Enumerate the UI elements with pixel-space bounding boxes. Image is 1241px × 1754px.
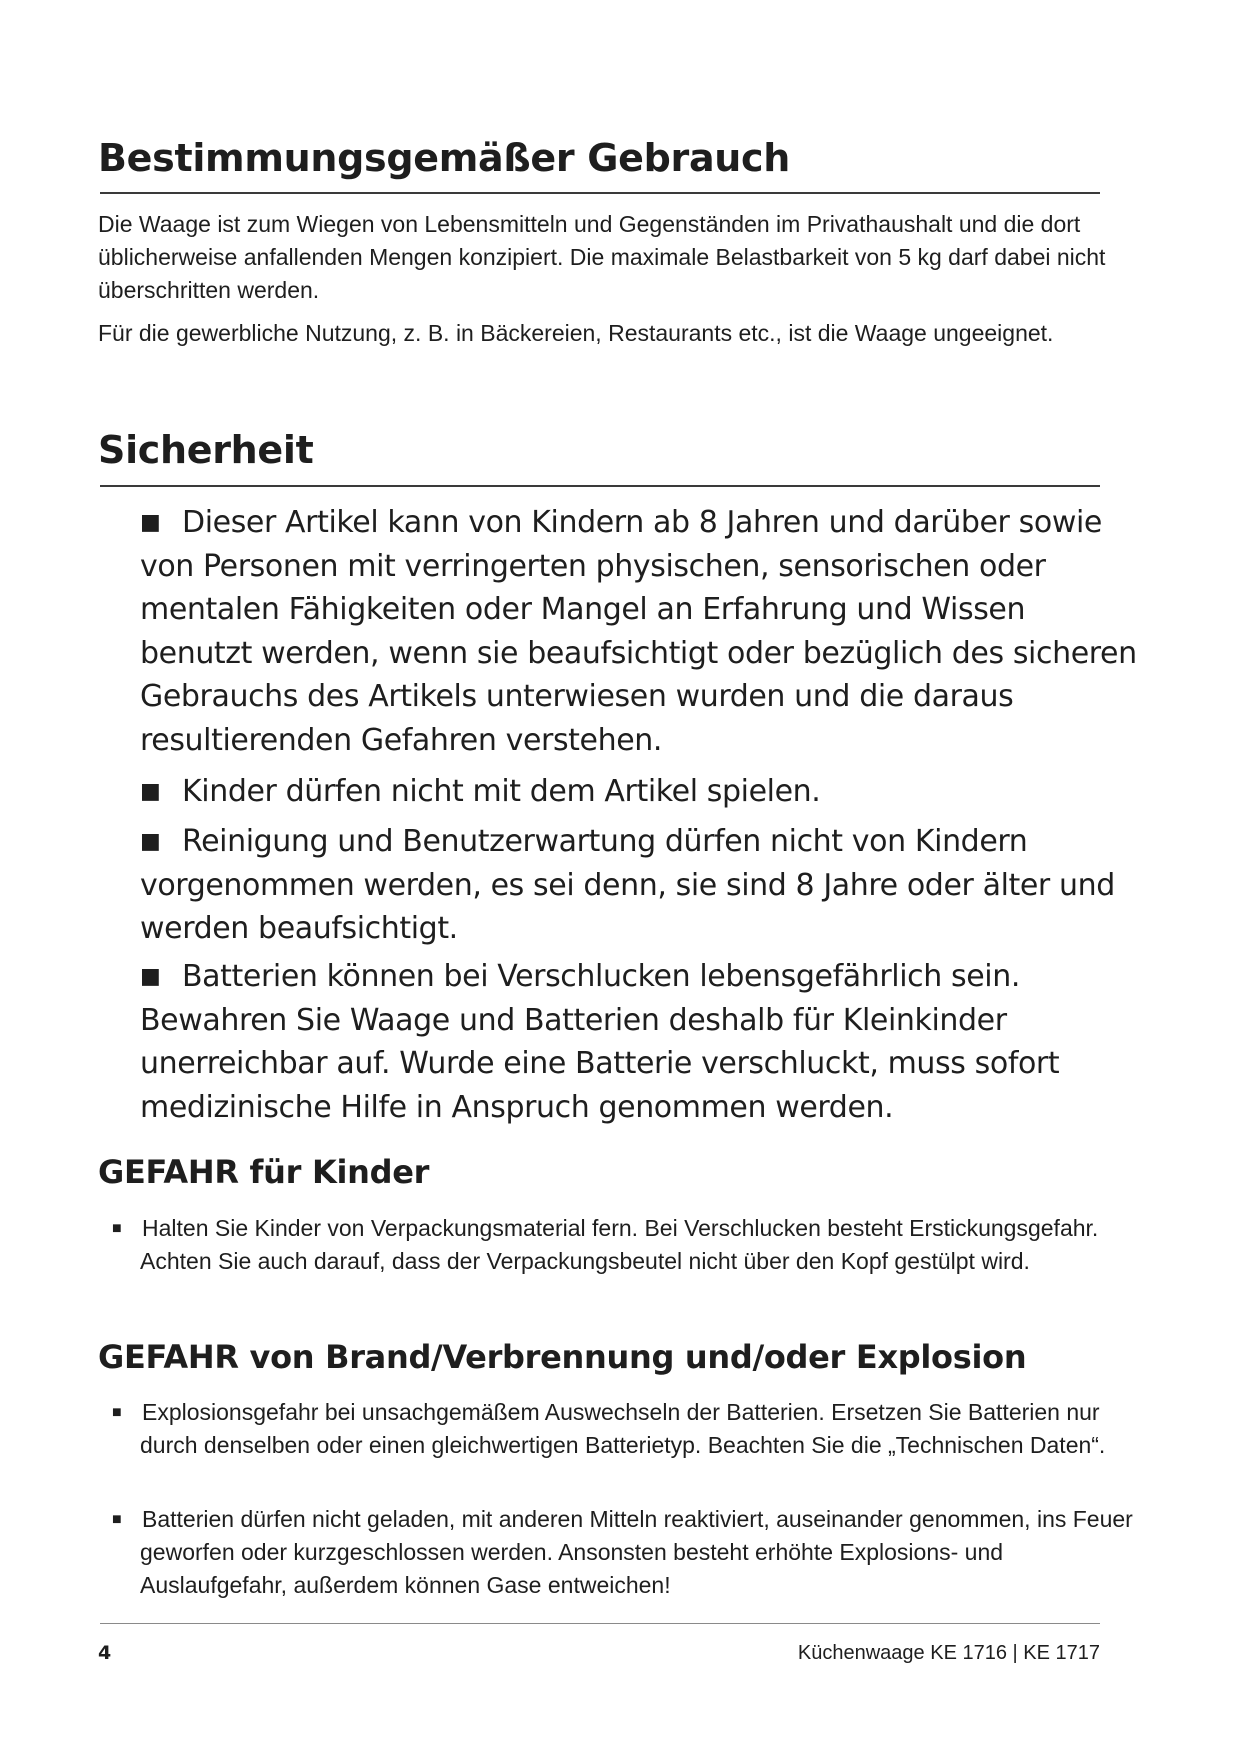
safety-item-2 <box>140 770 1140 814</box>
bullet-icon: ■ <box>140 510 161 535</box>
bullet-icon: ■ <box>140 829 161 854</box>
danger-children-item-text: Halten Sie Kinder von Verpackungsmaterial fern. Bei Verschlucken besteht Erstickungsgefahr. Achten Sie auch darauf, dass der Verpackungsbeutel nicht über den Kopf gestülpt wird. <box>140 1215 1099 1274</box>
danger-children-heading: GEFAHR für Kinder <box>98 1153 430 1191</box>
usage-paragraph-1: Die Waage ist zum Wiegen von Lebensmitteln und Gegenständen im Privathaushalt und die dort üblicherweise anfallenden Mengen konzipiert. Die maximale Belastbarkeit von 5 kg darf dabei nicht überschritten werden. <box>98 211 1106 303</box>
bullet-icon: ■ <box>112 1404 122 1421</box>
danger-children-item-1 <box>112 1212 1140 1278</box>
safety-item-3 <box>140 820 1140 951</box>
bullet-icon: ■ <box>112 1220 122 1237</box>
safety-item-text: Batterien können bei Verschlucken lebensgefährlich sein. Bewahren Sie Waage und Batterien deshalb für Kleinkinder unerreichbar auf. Wurde eine Batterie verschluckt, muss sofort medizinische Hilfe in Anspruch genommen werden. <box>140 959 1060 1125</box>
danger-fire-item-2 <box>112 1503 1140 1602</box>
safety-item-text: Reinigung und Benutzerwartung dürfen nicht von Kindern vorgenommen werden, es sei denn, sie sind 8 Jahre oder älter und werden beaufsichtigt. <box>140 824 1115 946</box>
usage-heading: Bestimmungsgemäßer Gebrauch <box>98 136 791 180</box>
usage-heading-rule <box>100 192 1100 194</box>
safety-heading-rule <box>100 485 1100 487</box>
danger-fire-item-text: Batterien dürfen nicht geladen, mit anderen Mitteln reaktiviert, auseinander genommen, ins Feuer geworfen oder kurzgeschlossen werden. Ansonsten besteht erhöhte Explosions- und Auslaufgefahr, außerdem können Gase entweichen! <box>140 1506 1133 1598</box>
bullet-icon: ■ <box>112 1511 122 1528</box>
safety-item-1 <box>140 501 1140 762</box>
danger-fire-item-text: Explosionsgefahr bei unsachgemäßem Auswechseln der Batterien. Ersetzen Sie Batterien nur durch denselben oder einen gleichwertigen Batterietyp. Beachten Sie die „Technischen Daten“. <box>140 1399 1106 1458</box>
bullet-icon: ■ <box>140 964 161 989</box>
danger-fire-item-1 <box>112 1396 1140 1462</box>
bullet-icon: ■ <box>140 779 161 804</box>
usage-paragraph-2: Für die gewerbliche Nutzung, z. B. in Bäckereien, Restaurants etc., ist die Waage ungeeignet. <box>98 320 1054 346</box>
danger-fire-heading: GEFAHR von Brand/Verbrennung und/oder Explosion <box>98 1338 1027 1376</box>
safety-item-text: Dieser Artikel kann von Kindern ab 8 Jahren und darüber sowie von Personen mit verringerten physischen, sensorischen oder mentalen Fähigkeiten oder Mangel an Erfahrung und Wissen benutzt werden, wenn sie beaufsichtigt oder bezüglich des sicheren Gebrauchs des Artikels unterwiesen wurden und die daraus resultierenden Gefahren verstehen. <box>140 505 1137 758</box>
safety-item-4 <box>140 955 1140 1129</box>
page-number: 4 <box>98 1642 112 1664</box>
safety-heading: Sicherheit <box>98 428 314 472</box>
safety-item-text: Kinder dürfen nicht mit dem Artikel spielen. <box>182 774 821 809</box>
footer-rule <box>100 1623 1100 1624</box>
footer-model-name: Küchenwaage KE 1716 | KE 1717 <box>797 1642 1100 1664</box>
